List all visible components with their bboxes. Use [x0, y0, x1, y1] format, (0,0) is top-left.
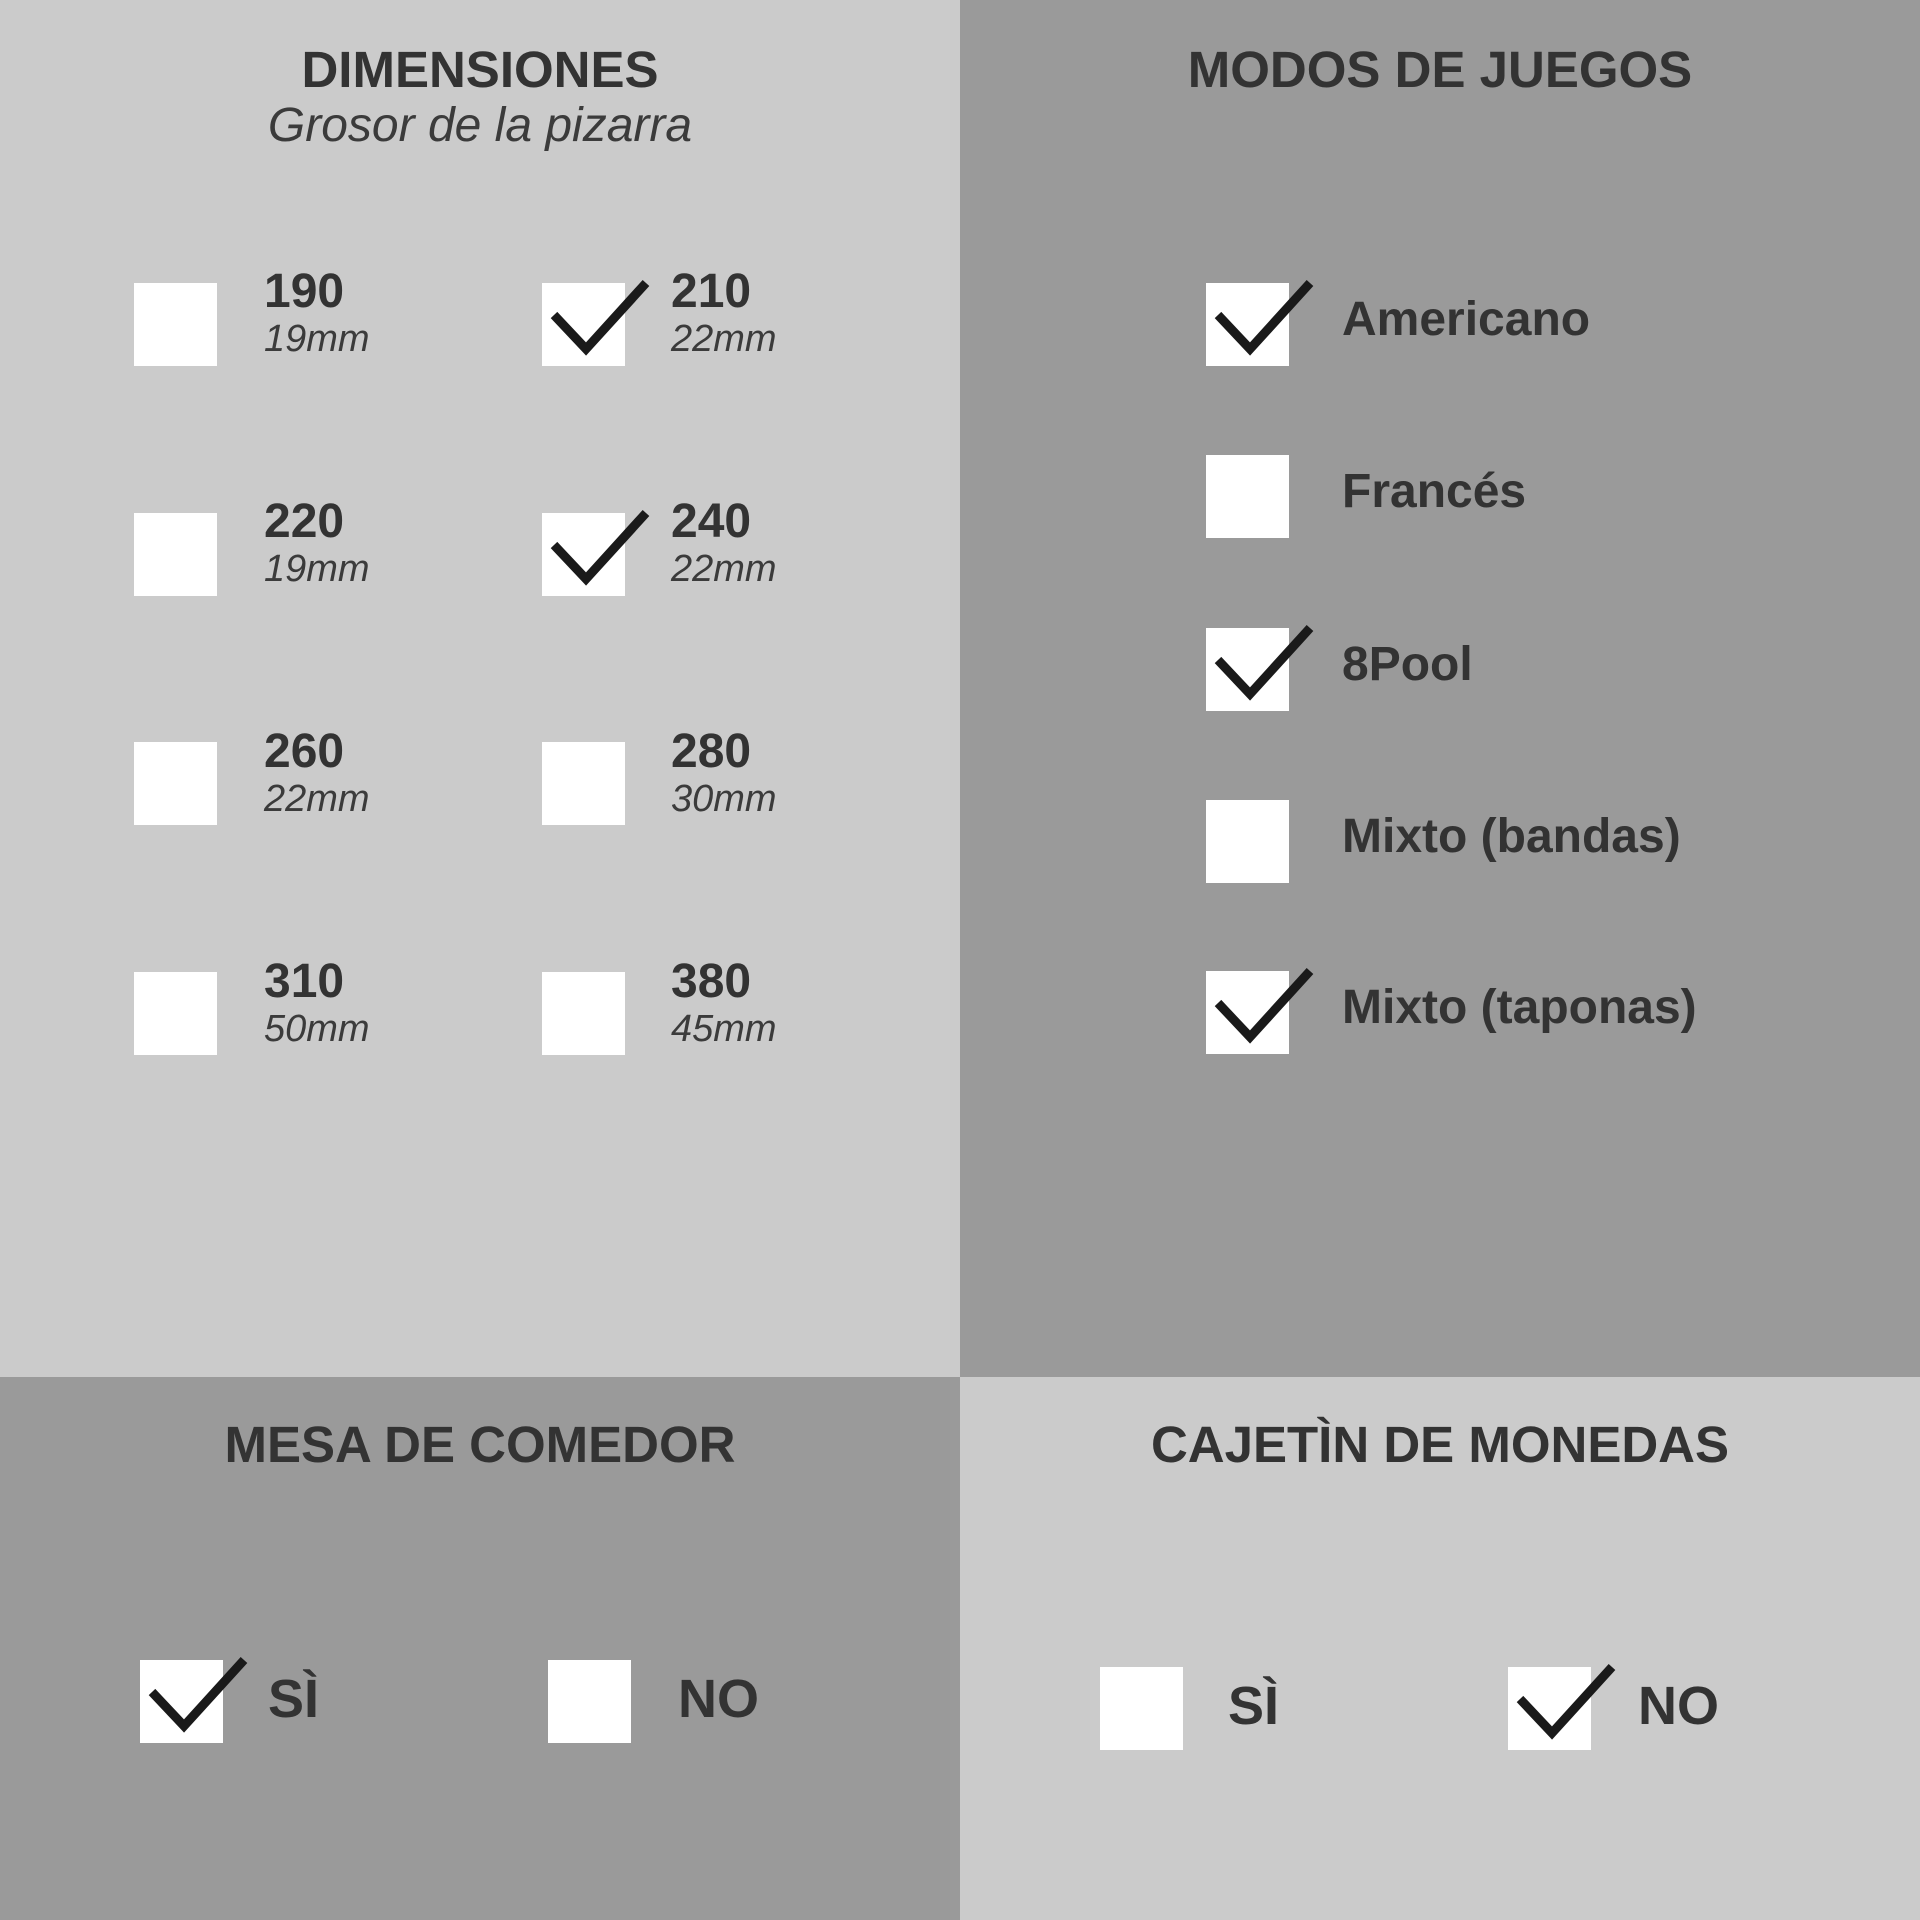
checkmark-icon [1516, 1657, 1616, 1747]
mesa-panel [0, 1377, 960, 1920]
checkmark-icon [1214, 273, 1314, 363]
mode-8pool-checkbox[interactable] [1206, 628, 1289, 711]
cajetin-si-label: SÌ [1228, 1676, 1280, 1736]
cajetin-no-label: NO [1638, 1676, 1719, 1736]
mode-mixto-bandas-checkbox[interactable] [1206, 800, 1289, 883]
size-190-thickness: 19mm [264, 318, 370, 360]
checkmark-icon [1214, 961, 1314, 1051]
mode-mixto-taponas-label: Mixto (taponas) [1342, 981, 1697, 1034]
mesa-no-label: NO [678, 1669, 759, 1729]
dimensiones-title: DIMENSIONES [301, 41, 659, 98]
size-210-thickness: 22mm [671, 318, 777, 360]
size-220-value: 220 [264, 495, 345, 548]
checkmark-icon [1214, 618, 1314, 708]
mesa-title: MESA DE COMEDOR [224, 1416, 736, 1473]
size-260-value: 260 [264, 725, 345, 778]
checkmark-icon [550, 273, 650, 363]
dimensiones-panel [0, 0, 960, 1377]
cajetin-si-checkbox[interactable] [1100, 1667, 1183, 1750]
size-240-thickness: 22mm [671, 548, 777, 590]
size-310-thickness: 50mm [264, 1008, 370, 1050]
mode-frances-checkbox[interactable] [1206, 455, 1289, 538]
mode-mixto-taponas-checkbox[interactable] [1206, 971, 1289, 1054]
cajetin-panel [960, 1377, 1920, 1920]
size-260-checkbox[interactable] [134, 742, 217, 825]
size-310-checkbox[interactable] [134, 972, 217, 1055]
size-280-value: 280 [671, 725, 752, 778]
size-190-value: 190 [264, 265, 345, 318]
mesa-si-label: SÌ [268, 1669, 320, 1729]
size-380-thickness: 45mm [671, 1008, 777, 1050]
size-280-thickness: 30mm [671, 778, 777, 820]
mode-frances-label: Francés [1342, 465, 1527, 518]
modos-title: MODOS DE JUEGOS [1187, 41, 1693, 98]
cajetin-no-checkbox[interactable] [1508, 1667, 1591, 1750]
mesa-si-checkbox[interactable] [140, 1660, 223, 1743]
size-210-checkbox[interactable] [542, 283, 625, 366]
modos-panel [960, 0, 1920, 1377]
mesa-no-checkbox[interactable] [548, 1660, 631, 1743]
size-220-checkbox[interactable] [134, 513, 217, 596]
size-190-checkbox[interactable] [134, 283, 217, 366]
size-240-checkbox[interactable] [542, 513, 625, 596]
size-380-value: 380 [671, 955, 752, 1008]
size-260-thickness: 22mm [264, 778, 370, 820]
checkmark-icon [148, 1650, 248, 1740]
mode-americano-checkbox[interactable] [1206, 283, 1289, 366]
size-240-value: 240 [671, 495, 752, 548]
size-310-value: 310 [264, 955, 345, 1008]
mode-8pool-label: 8Pool [1342, 638, 1473, 691]
dimensiones-subtitle: Grosor de la pizarra [267, 99, 693, 152]
size-220-thickness: 19mm [264, 548, 370, 590]
cajetin-title: CAJETÌN DE MONEDAS [1150, 1416, 1730, 1473]
size-280-checkbox[interactable] [542, 742, 625, 825]
size-210-value: 210 [671, 265, 752, 318]
mode-americano-label: Americano [1342, 293, 1591, 346]
size-380-checkbox[interactable] [542, 972, 625, 1055]
mode-mixto-bandas-label: Mixto (bandas) [1342, 810, 1681, 863]
checkmark-icon [550, 503, 650, 593]
